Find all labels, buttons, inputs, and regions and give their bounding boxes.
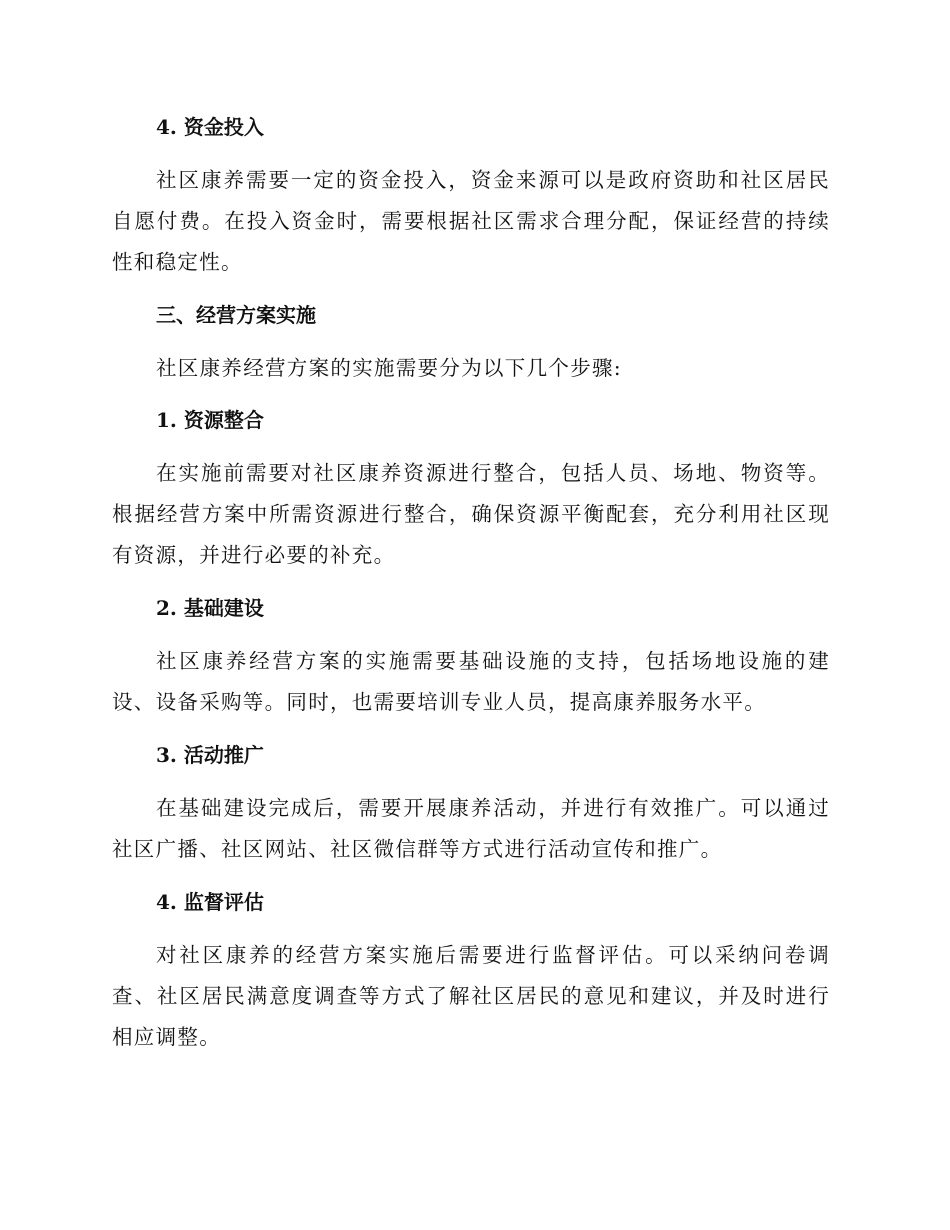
paragraph-infrastructure: 社区康养经营方案的实施需要基础设施的支持，包括场地设施的建设、设备采购等。同时，也需要培训专业人员，提高康养服务水平。 <box>112 649 830 714</box>
section-heading-funding: 4. 资金投入 <box>156 115 264 139</box>
section-heading-promotion: 3. 活动推广 <box>156 743 264 767</box>
paragraph-implementation-intro: 社区康养经营方案的实施需要分为以下几个步骤: <box>156 356 623 380</box>
section-heading-resource-integration: 1. 资源整合 <box>156 408 264 432</box>
paragraph-resource-integration: 在实施前需要对社区康养资源进行整合，包括人员、场地、物资等。根据经营方案中所需资源进行整合，确保资源平衡配套，充分利用社区现有资源，并进行必要的补充。 <box>112 461 830 567</box>
section-heading-implementation: 三、经营方案实施 <box>156 303 316 327</box>
section-heading-evaluation: 4. 监督评估 <box>156 890 264 914</box>
document-body <box>112 108 830 1071</box>
section-heading-infrastructure: 2. 基础建设 <box>156 596 264 620</box>
paragraph-promotion: 在基础建设完成后，需要开展康养活动，并进行有效推广。可以通过社区广播、社区网站、社区微信群等方式进行活动宣传和推广。 <box>112 796 830 861</box>
paragraph-funding: 社区康养需要一定的资金投入，资金来源可以是政府资助和社区居民自愿付费。在投入资金时，需要根据社区需求合理分配，保证经营的持续性和稳定性。 <box>112 168 830 274</box>
paragraph-evaluation: 对社区康养的经营方案实施后需要进行监督评估。可以采纳问卷调查、社区居民满意度调查等方式了解社区居民的意见和建议，并及时进行相应调整。 <box>112 943 830 1049</box>
